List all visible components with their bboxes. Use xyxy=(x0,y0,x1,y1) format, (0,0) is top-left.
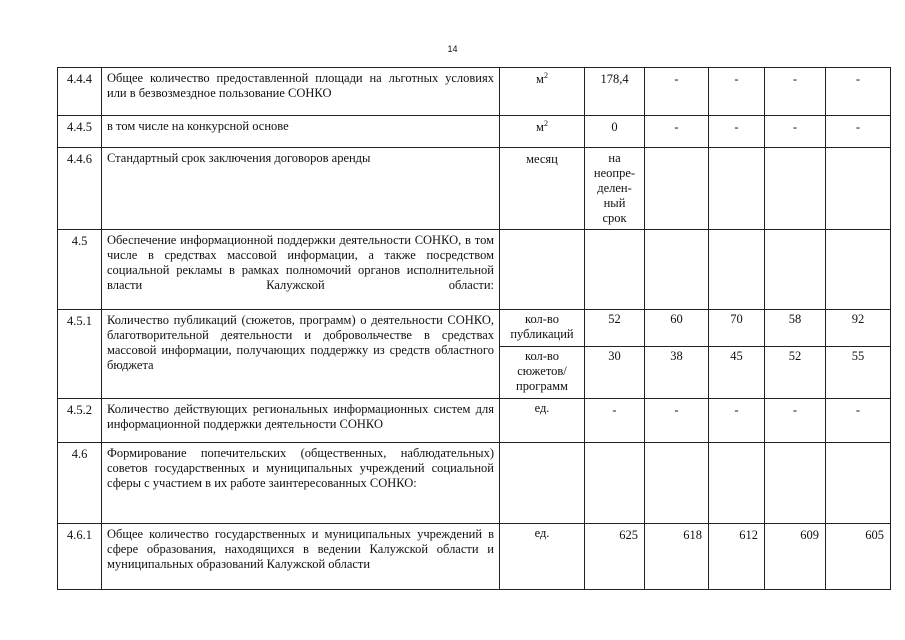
row-value: на неопре-делен-ный срок xyxy=(585,148,645,230)
row-value: 52 xyxy=(585,310,645,347)
row-value: - xyxy=(765,68,826,116)
row-value xyxy=(765,148,826,230)
row-value: 618 xyxy=(645,524,709,590)
table-row xyxy=(58,443,891,524)
row-description: Количество действующих региональных информационных систем для информационной поддержки деятельности СОНКО xyxy=(102,399,500,443)
row-value: - xyxy=(709,68,765,116)
row-value xyxy=(709,148,765,230)
row-value: - xyxy=(645,116,709,148)
row-value: - xyxy=(826,68,891,116)
row-number: 4.5 xyxy=(58,230,102,310)
row-number: 4.6 xyxy=(58,443,102,524)
table-row xyxy=(58,310,891,347)
row-value: 52 xyxy=(765,347,826,399)
row-value: 92 xyxy=(826,310,891,347)
row-value: 70 xyxy=(709,310,765,347)
page-number: 14 xyxy=(447,44,458,54)
row-value: 605 xyxy=(826,524,891,590)
row-number: 4.4.4 xyxy=(58,68,102,116)
row-value: 612 xyxy=(709,524,765,590)
row-value: 609 xyxy=(765,524,826,590)
row-value: - xyxy=(645,68,709,116)
row-description: Стандартный срок заключения договоров аренды xyxy=(102,148,500,230)
row-value: 60 xyxy=(645,310,709,347)
row-value: 45 xyxy=(709,347,765,399)
row-number: 4.4.6 xyxy=(58,148,102,230)
row-value: 0 xyxy=(585,116,645,148)
row-value: 30 xyxy=(585,347,645,399)
table-row xyxy=(58,230,891,310)
row-description: Общее количество государственных и муниципальных учреждений в сфере образования, находящихся в ведении Калужской области и муниципальных образований Калужской области xyxy=(102,524,500,590)
row-number: 4.6.1 xyxy=(58,524,102,590)
table-row xyxy=(58,148,891,230)
row-value: 58 xyxy=(765,310,826,347)
row-number: 4.5.2 xyxy=(58,399,102,443)
row-value: - xyxy=(585,399,645,443)
row-description: в том числе на конкурсной основе xyxy=(102,116,500,148)
row-value xyxy=(826,148,891,230)
row-description: Общее количество предоставленной площади на льготных условиях или в безвозмездное пользование СОНКО xyxy=(102,68,500,116)
row-description: Обеспечение информационной поддержки деятельности СОНКО, в том числе в средствах массовой информации, а также посредством социальной рекламы в рамках полномочий органов исполнительной власти Калужской области: xyxy=(102,230,500,310)
row-value: 38 xyxy=(645,347,709,399)
row-value: 178,4 xyxy=(585,68,645,116)
row-number: 4.5.1 xyxy=(58,310,102,399)
row-unit: ед. xyxy=(500,524,585,590)
row-value: 55 xyxy=(826,347,891,399)
indicators-table xyxy=(57,67,891,590)
row-unit: кол-во сюжетов/ программ xyxy=(500,347,585,399)
row-description: Количество публикаций (сюжетов, программ) о деятельности СОНКО, благотворительной деятельности и добровольчестве в средствах массовой информации, получающих поддержку из средств областного бюджета xyxy=(102,310,500,399)
table-row xyxy=(58,116,891,148)
table-row xyxy=(58,399,891,443)
table-row xyxy=(58,68,891,116)
table-row xyxy=(58,524,891,590)
row-unit: $м^2$ xyxy=(500,68,585,116)
row-value: - xyxy=(645,399,709,443)
row-description: Формирование попечительских (общественных, наблюдательных) советов государственных и муниципальных учреждений социальной сферы с участием в их работе заинтересованных СОНКО: xyxy=(102,443,500,524)
row-value: - xyxy=(826,116,891,148)
row-value: - xyxy=(765,116,826,148)
row-value xyxy=(645,148,709,230)
row-value: - xyxy=(709,399,765,443)
row-unit: месяц xyxy=(500,148,585,230)
row-value: - xyxy=(709,116,765,148)
row-number: 4.4.5 xyxy=(58,116,102,148)
row-value: - xyxy=(826,399,891,443)
row-unit: ед. xyxy=(500,399,585,443)
row-value: 625 xyxy=(585,524,645,590)
row-unit: кол-во публикаций xyxy=(500,310,585,347)
row-value: - xyxy=(765,399,826,443)
row-unit: $м^2$ xyxy=(500,116,585,148)
